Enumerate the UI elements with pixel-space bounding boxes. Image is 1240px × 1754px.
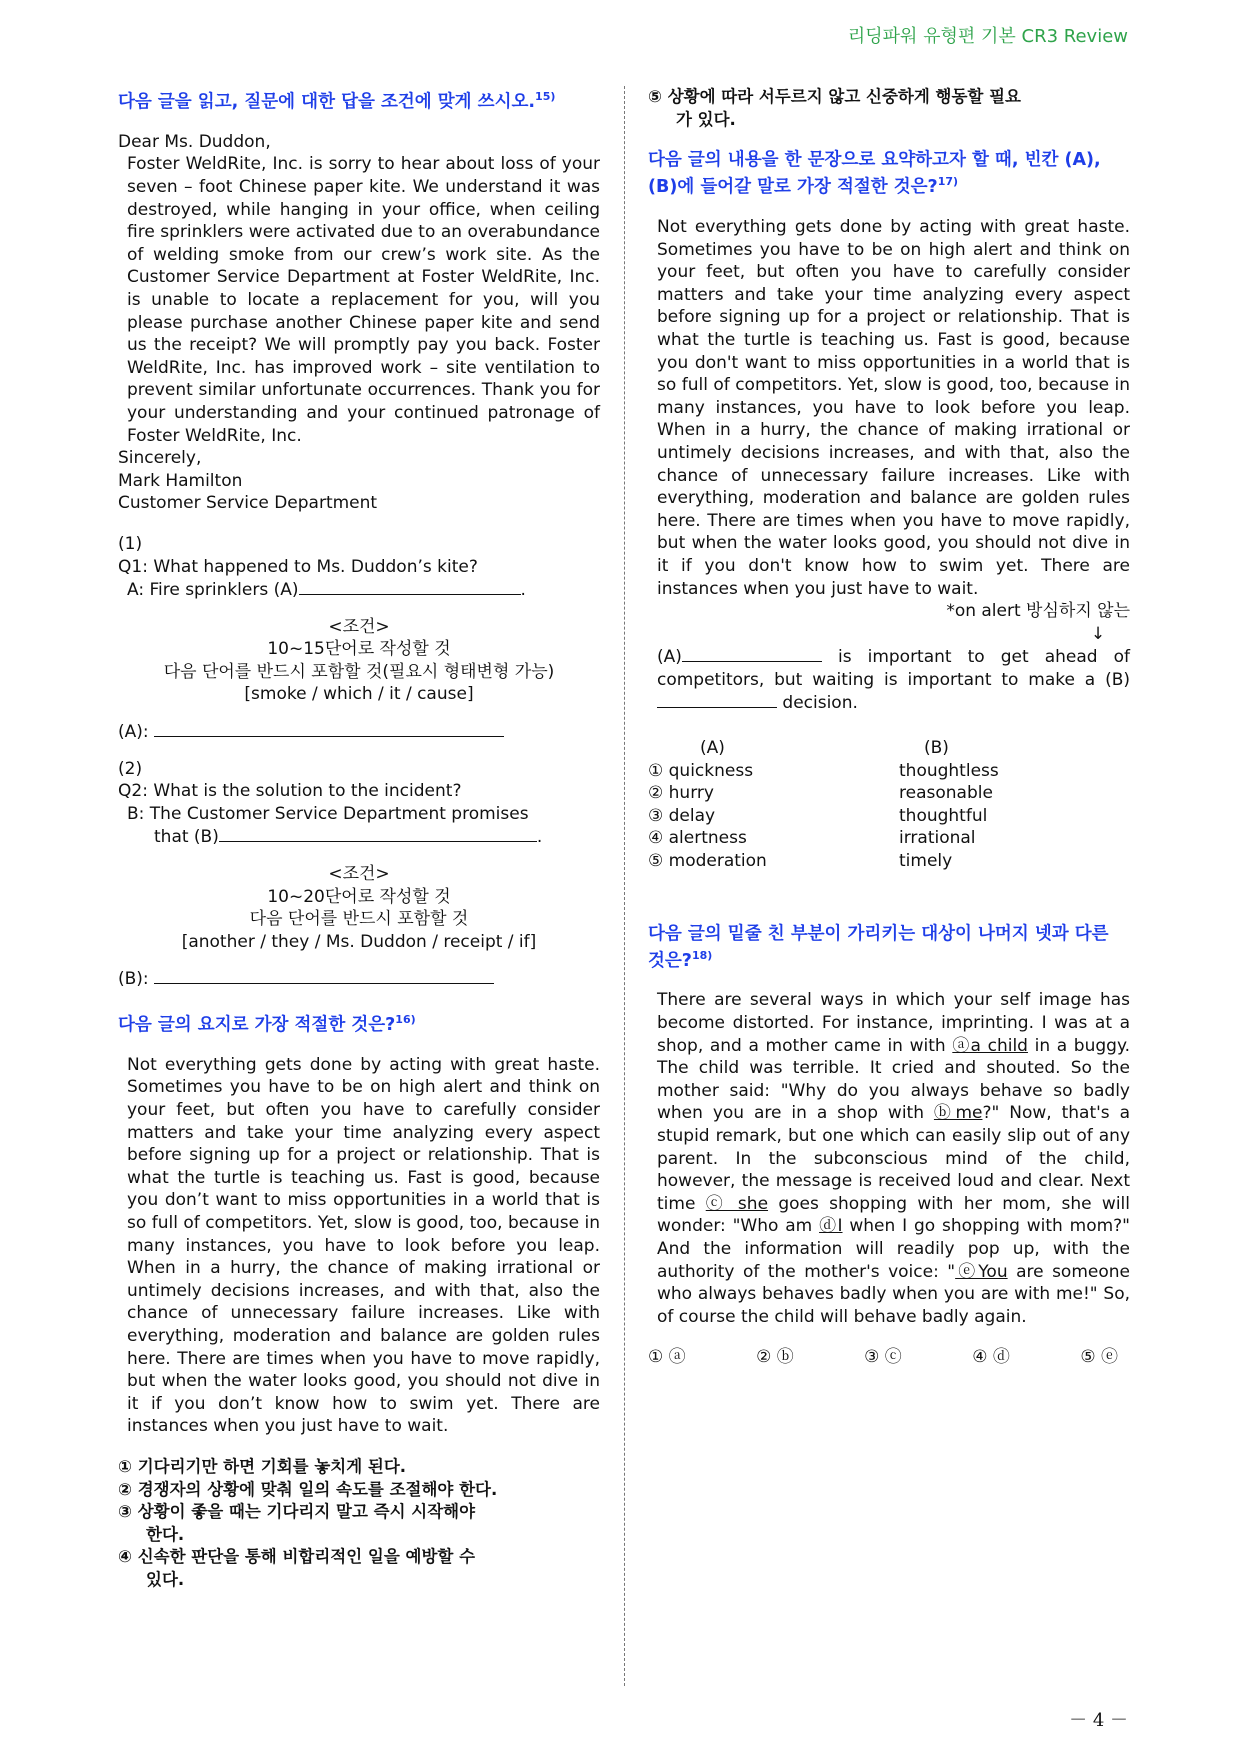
q18-passage: There are several ways in which your self image has become distorted. For instance, imprinting. I was at a shop, and a mother came in with ⓐa child in a buggy. The child was terrible. It cried and shouted. So the mother said: "Why do you always behave so badly when you are in a shop with ⓑme?" Now, that's a stupid remark, but one which can easily slip out of any parent. In the subconscious mind of the child, however, the message is received loud and clear. Next time ⓒ she goes shopping with her mom, she will wonder: "Who am ⓓI when I go shopping with mom?" And the information will readily pop up, with the authority of the mother's voice: "ⓔYou are someone who always behaves badly when you are with me!" So, of course the child will behave badly again. — [657, 990, 1131, 1327]
underline-a: ⓐa child — [952, 1035, 1028, 1056]
q18-choice-4[interactable]: ④ ⓓ — [972, 1347, 1010, 1368]
q16-passage: Not everything gets done by acting with great haste. Sometimes you have to be on high alert and think on your feet, but often you have to carefully consider matters and take your time analyzing every aspect before signing up for a project or relationship. That is what the turtle is teaching us. Fast is good, because you don’t want to miss opportunities in a world that is so full of competitors. Yet, slow is good, too, because in many instances, you have to look before you leap. When in a hurry, the chance of making irrational or untimely decisions increases, and with that, also the chance of unnecessary failure increases. Like with everything, moderation and balance are golden rules here. There are times when you have to move rapidly, but when the water looks good, you should not dive in it if you don’t know how to swim yet. There are instances when you just have to wait. — [127, 1054, 600, 1437]
page-number: － 4 － — [1069, 1710, 1128, 1731]
q17-passage: Not everything gets done by acting with great haste. Sometimes you have to be on high alert and think on your feet, but often you have to carefully consider matters and take your time analyzing every aspect before signing up for a project or relationship. That is what the turtle is teaching us. Fast is good, because you don't want to miss opportunities in a world that is so full of competitors. Yet, slow is good, too, because in many instances, you have to look before you leap. When in a hurry, the chance of making irrational or untimely decisions increases, and with that, also the chance of unnecessary failure increases. Like with everything, moderation and balance are golden rules here. There are times when you have to move rapidly, but when the water looks good, you should not dive in it if you don't know how to swim yet. There are instances when you just have to wait. — [657, 217, 1130, 599]
q15-condition-2c: [another / they / Ms. Duddon / receipt / if] — [181, 931, 537, 952]
q17-option-5[interactable]: ⑤ moderation timely — [648, 851, 953, 872]
answer-line-a[interactable] — [154, 720, 504, 737]
q18-choices — [648, 1346, 1118, 1369]
q16-option-4[interactable]: ④ 신속한 판단을 통해 비합리적인 일을 예방할 수 있다. — [118, 1547, 476, 1589]
q18-choice-5[interactable]: ⑤ ⓔ — [1080, 1347, 1118, 1368]
q16-option-3[interactable]: ③ 상황이 좋을 때는 기다리지 말고 즉시 시작해야 한다. — [118, 1502, 476, 1544]
left-column — [118, 86, 600, 1592]
right-column — [648, 86, 1130, 1369]
q15-condition-2b: 다음 단어를 반드시 포함할 것 — [249, 909, 469, 930]
underline-b: ⓑme — [933, 1103, 983, 1124]
q15-letter-body: Foster WeldRite, Inc. is sorry to hear about loss of your seven – foot Chinese paper kite. We understand it was destroyed, while hanging in your office, when ceiling fire sprinklers were activated due to an overabundance of welding smoke from our crew’s work site. As the Customer Service Department at Foster WeldRite, Inc. is unable to locate a replacement for you, will you please purchase another Chinese paper kite and send us the receipt? We will promptly pay you back. Foster WeldRite, Inc. has improved work – site ventilation to prevent similar unfortunate occurrences. Thank you for your understanding and your continued patronage of Foster WeldRite, Inc. — [127, 154, 600, 446]
q16-option-5[interactable]: ⑤ 상황에 따라 서두르지 않고 신중하게 행동할 필요 가 있다. — [648, 87, 1021, 129]
q15-q2-question: Q2: What is the solution to the incident? — [118, 781, 462, 802]
q15-q2-answer-line2: that (B) . — [154, 827, 543, 848]
q15-q1-answer: A: Fire sprinklers (A) . — [127, 580, 526, 601]
summary-blank-b[interactable] — [657, 691, 777, 708]
underline-e: ⓔYou — [955, 1261, 1008, 1282]
q15-answer-line-a: (A): — [118, 720, 600, 744]
answer-line-b[interactable] — [154, 967, 494, 984]
q16-option-2[interactable]: ② 경쟁자의 상황에 맞춰 일의 속도를 조절해야 한다. — [118, 1479, 498, 1499]
q15-condition-title-2: <조건> — [328, 864, 390, 885]
q16-option-1[interactable]: ① 기다리기만 하면 기회를 놓치게 된다. — [118, 1456, 407, 1476]
q15-closing: Sincerely, — [118, 448, 202, 469]
q17-title: 다음 글의 내용을 한 문장으로 요약하고자 할 때, 빈칸 (A), (B)에 들어갈 말로 가장 적절한 것은?$^{17)}$ — [648, 150, 1101, 198]
q15-q2-answer-line1: B: The Customer Service Department promises — [127, 803, 529, 824]
underline-d: ⓓI — [819, 1216, 843, 1237]
q15-answer-line-b: (B): — [118, 967, 600, 991]
q18-choice-2[interactable]: ② ⓑ — [756, 1347, 794, 1368]
q15-condition-1b: 다음 단어를 반드시 포함할 것(필요시 형태변형 가능) — [163, 661, 555, 682]
column-divider — [624, 86, 625, 1686]
q15-condition-title-1: <조건> — [328, 616, 390, 637]
q17-option-header: (A) (B) — [700, 738, 949, 759]
q18-choice-3[interactable]: ③ ⓒ — [864, 1347, 902, 1368]
summary-blank-a[interactable] — [682, 645, 822, 662]
q16-title: 다음 글의 요지로 가장 적절한 것은?$^{16)}$ — [118, 1013, 416, 1035]
q15-title: 다음 글을 읽고, 질문에 대한 답을 조건에 맞게 쓰시오.$^{15)}$ — [118, 90, 556, 112]
q17-option-2[interactable]: ② hurry reasonable — [648, 783, 993, 804]
answer-blank-a-inline[interactable] — [299, 578, 521, 595]
underline-c: ⓒ she — [705, 1193, 769, 1214]
q17-option-1[interactable]: ① quickness thoughtless — [648, 760, 999, 781]
answer-blank-b-inline[interactable] — [219, 825, 537, 842]
q17-option-4[interactable]: ④ alertness irrational — [648, 828, 976, 849]
q15-part2-number: (2) — [118, 758, 143, 779]
q15-part1-number: (1) — [118, 533, 143, 554]
q15-signer-dept: Customer Service Department — [118, 493, 378, 514]
q17-option-3[interactable]: ③ delay thoughtful — [648, 805, 988, 826]
q18-title: 다음 글의 밑줄 친 부분이 가리키는 대상이 나머지 넷과 다른 것은?$^{18)}$ — [648, 923, 1109, 971]
page-header: 리딩파워 유형편 기본 CR3 Review — [847, 26, 1128, 47]
q15-q1-question: Q1: What happened to Ms. Duddon’s kite? — [118, 556, 478, 577]
q15-signer-name: Mark Hamilton — [118, 470, 243, 491]
q15-salutation: Dear Ms. Duddon, — [118, 131, 271, 152]
q18-choice-1[interactable]: ① ⓐ — [648, 1347, 686, 1368]
q17-summary: (A) is important to get ahead of competitors, but waiting is important to make a (B) decision. — [657, 647, 1131, 714]
q15-condition-2a: 10~20단어로 작성할 것 — [267, 886, 451, 907]
q17-footnote: *on alert 방심하지 않는 — [946, 601, 1130, 622]
q15-condition-1c: [smoke / which / it / cause] — [244, 684, 474, 705]
q15-condition-1a: 10~15단어로 작성할 것 — [267, 639, 451, 660]
down-arrow-icon: ↓ — [1090, 623, 1106, 644]
